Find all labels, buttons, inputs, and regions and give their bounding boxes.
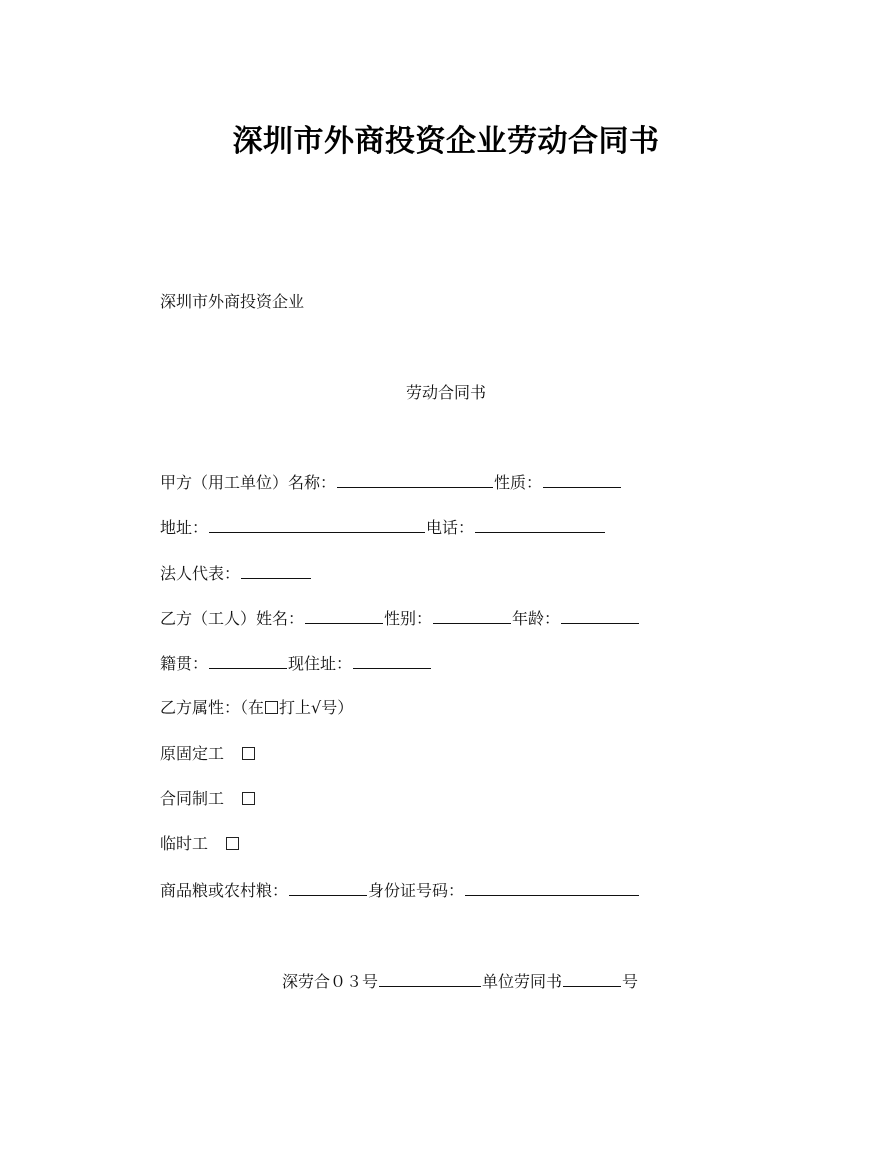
option-temporary-row	[160, 833, 239, 855]
party-a-phone-label: 电话：	[426, 518, 475, 537]
party-b-gender-label: 性别：	[384, 609, 433, 628]
option-temporary-label: 临时工	[160, 834, 209, 853]
party-b-current-address-blank[interactable]	[353, 652, 431, 669]
party-b-age-label: 年龄：	[512, 609, 561, 628]
grain-id-row	[160, 879, 640, 901]
grain-blank[interactable]	[289, 879, 367, 896]
party-b-name-row	[160, 607, 640, 629]
id-number-label: 身份证号码：	[368, 881, 465, 900]
party-a-address-row	[160, 516, 606, 538]
legal-rep-label: 法人代表：	[160, 564, 241, 583]
party-b-origin-row	[160, 652, 432, 674]
party-a-phone-blank[interactable]	[475, 516, 605, 533]
party-b-name-label: 乙方（工人）姓名：	[160, 609, 305, 628]
party-a-name-blank[interactable]	[337, 471, 493, 488]
id-number-blank[interactable]	[465, 879, 639, 896]
document-title: 深圳市外商投资企业劳动合同书	[232, 124, 660, 159]
party-b-name-blank[interactable]	[305, 607, 383, 624]
contract-sequence-blank[interactable]	[563, 970, 621, 987]
organization-line: 深圳市外商投资企业	[160, 292, 305, 311]
option-contract-row	[160, 788, 255, 810]
contract-number-suffix: 号	[622, 972, 639, 991]
option-contract-label: 合同制工	[160, 789, 225, 808]
party-b-origin-blank[interactable]	[209, 652, 287, 669]
party-a-nature-label: 性质：	[494, 473, 543, 492]
option-temporary-checkbox[interactable]	[226, 837, 239, 850]
option-contract-checkbox[interactable]	[242, 792, 255, 805]
option-permanent-row	[160, 743, 255, 765]
party-a-address-blank[interactable]	[209, 516, 425, 533]
checkbox-example-icon	[265, 701, 278, 714]
option-permanent-label: 原固定工	[160, 744, 225, 763]
contract-number-middle: 单位劳同书	[482, 972, 563, 991]
legal-rep-blank[interactable]	[241, 562, 311, 579]
party-a-name-label: 甲方（用工单位）名称：	[160, 473, 337, 492]
party-b-origin-label: 籍贯：	[160, 654, 209, 673]
party-a-name-row	[160, 471, 622, 493]
contract-number-blank[interactable]	[379, 970, 481, 987]
party-b-attribute-row	[160, 697, 353, 719]
party-a-address-label: 地址：	[160, 518, 209, 537]
contract-number-row	[282, 969, 638, 992]
option-permanent-checkbox[interactable]	[242, 747, 255, 760]
attribute-prefix: 乙方属性：（在	[160, 698, 265, 717]
document-subtitle: 劳动合同书	[405, 383, 486, 402]
party-b-current-address-label: 现住址：	[288, 654, 353, 673]
contract-number-prefix: 深劳合０３号	[282, 972, 379, 991]
party-a-nature-blank[interactable]	[543, 471, 621, 488]
legal-rep-row	[160, 562, 312, 584]
party-b-age-blank[interactable]	[561, 607, 639, 624]
party-b-gender-blank[interactable]	[433, 607, 511, 624]
grain-label: 商品粮或农村粮：	[160, 881, 289, 900]
attribute-suffix: 打上√号）	[279, 698, 354, 717]
